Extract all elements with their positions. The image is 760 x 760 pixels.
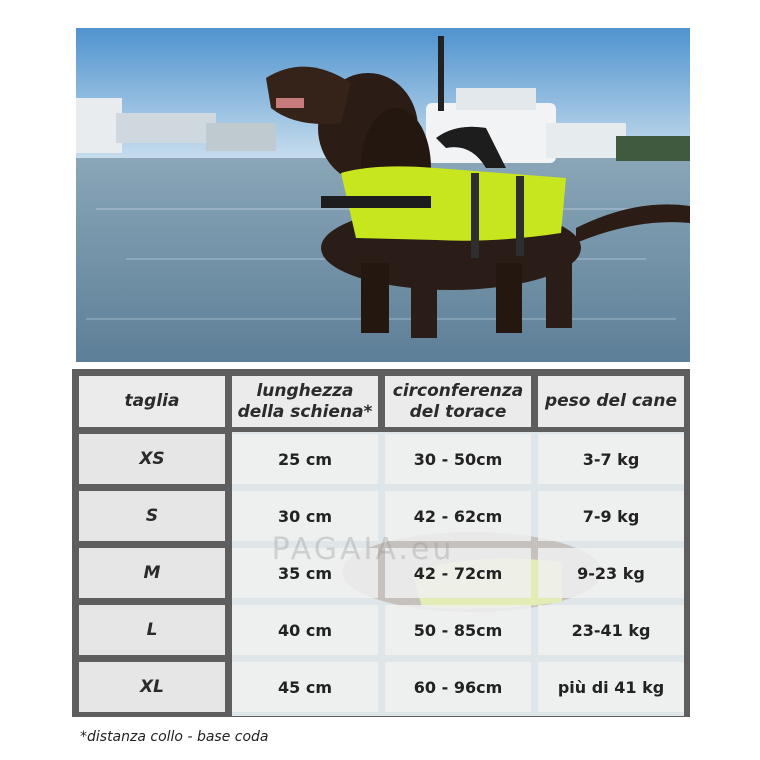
header-chest-line1: circonferenza	[392, 380, 524, 401]
dog-life-jacket-photo	[76, 28, 690, 362]
chest-cell: 50 - 85cm	[385, 605, 531, 655]
weight-cell: 3-7 kg	[538, 434, 684, 484]
header-back-length	[232, 376, 378, 427]
header-back-length-line1: lunghezza	[256, 380, 354, 401]
size-cell: S	[79, 491, 225, 541]
back-length-cell: 35 cm	[232, 548, 378, 598]
size-cell: XS	[79, 434, 225, 484]
header-size: taglia	[79, 376, 225, 427]
back-length-cell: 45 cm	[232, 662, 378, 712]
header-chest	[385, 376, 531, 427]
chest-cell: 42 - 72cm	[385, 548, 531, 598]
back-length-cell: 30 cm	[232, 491, 378, 541]
footnote: *distanza collo - base coda	[80, 729, 269, 745]
chest-cell: 30 - 50cm	[385, 434, 531, 484]
back-length-cell: 25 cm	[232, 434, 378, 484]
weight-cell: 23-41 kg	[538, 605, 684, 655]
header-back-length-line2: della schiena*	[237, 401, 373, 422]
header-chest-line2: del torace	[409, 401, 507, 422]
size-cell: L	[79, 605, 225, 655]
watermark: PAGAIA.eu	[271, 532, 455, 567]
chest-cell: 60 - 96cm	[385, 662, 531, 712]
header-weight: peso del cane	[538, 376, 684, 427]
weight-cell: 7-9 kg	[538, 491, 684, 541]
back-length-cell: 40 cm	[232, 605, 378, 655]
size-cell: XL	[79, 662, 225, 712]
weight-cell: 9-23 kg	[538, 548, 684, 598]
size-cell: M	[79, 548, 225, 598]
chest-cell: 42 - 62cm	[385, 491, 531, 541]
weight-cell: più di 41 kg	[538, 662, 684, 712]
